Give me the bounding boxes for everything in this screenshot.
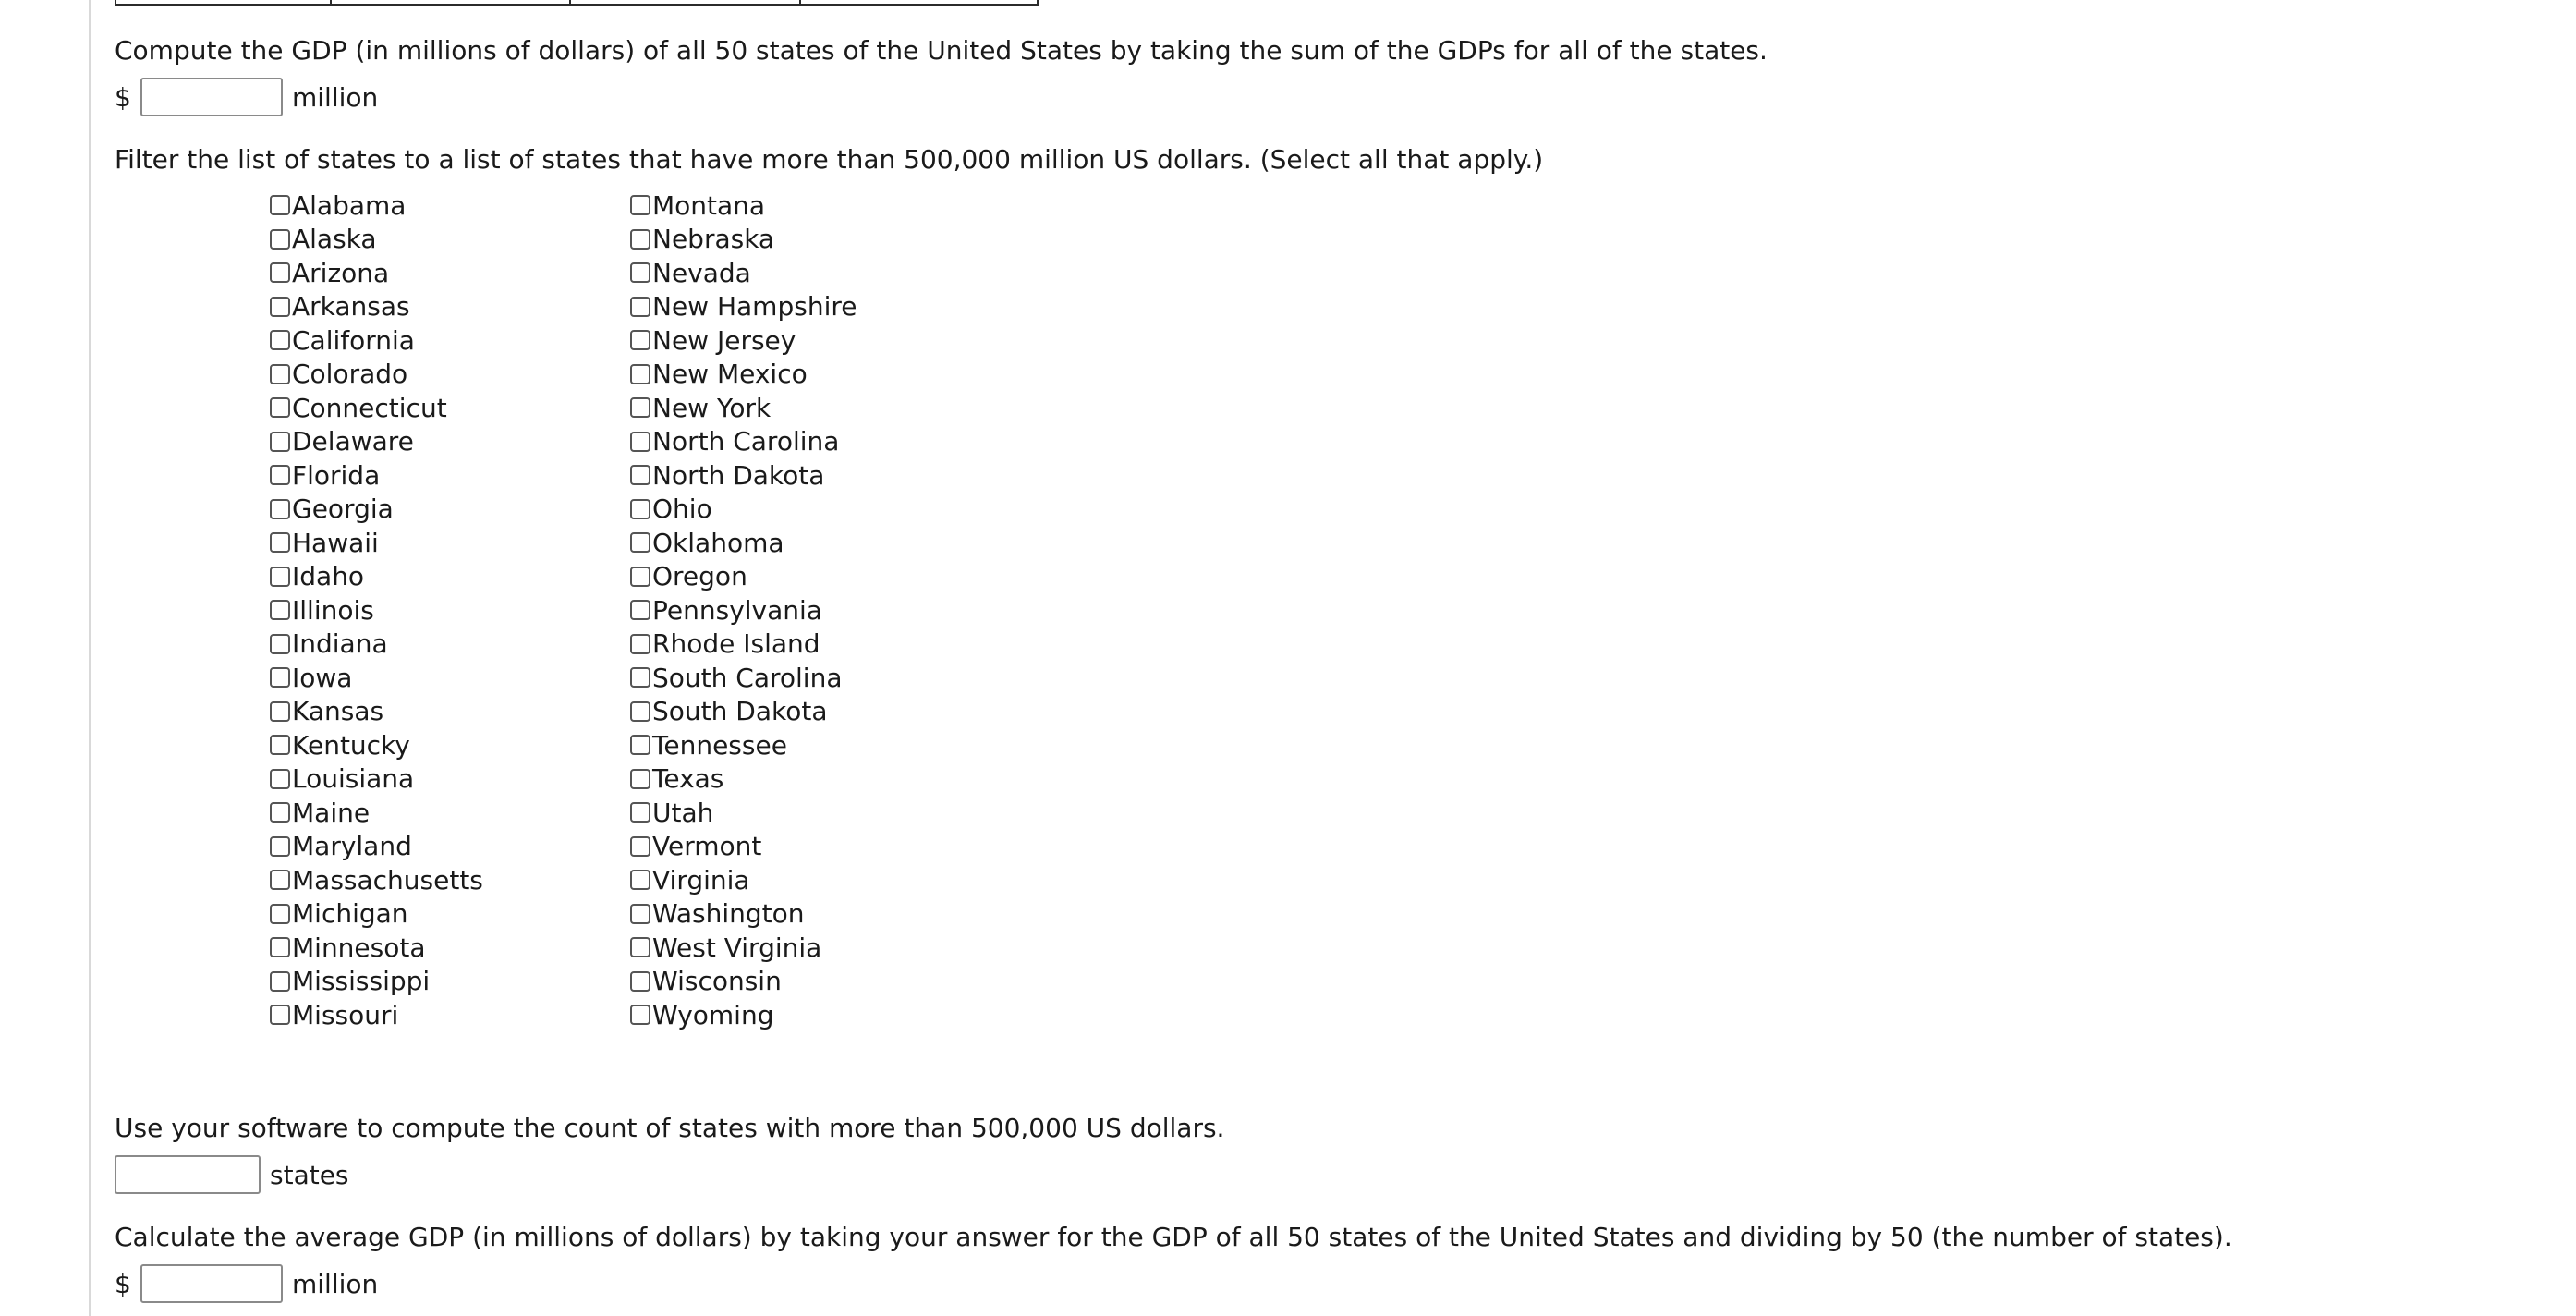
state-checkbox[interactable] bbox=[270, 465, 290, 485]
dollar-sign: $ bbox=[115, 81, 131, 113]
state-label[interactable]: Arkansas bbox=[292, 291, 410, 323]
gdp-sum-answer-row bbox=[115, 78, 378, 116]
state-option[interactable] bbox=[630, 897, 981, 932]
state-option[interactable] bbox=[630, 931, 981, 965]
state-checkbox[interactable] bbox=[270, 634, 290, 654]
state-label[interactable]: Maryland bbox=[292, 831, 412, 862]
state-option[interactable] bbox=[270, 256, 621, 290]
state-checkbox[interactable] bbox=[270, 836, 290, 857]
state-checkbox[interactable] bbox=[270, 701, 290, 722]
state-option[interactable] bbox=[630, 796, 981, 830]
state-option[interactable] bbox=[630, 762, 981, 797]
state-count-input[interactable] bbox=[115, 1155, 261, 1194]
state-checkbox[interactable] bbox=[270, 297, 290, 317]
state-checkbox[interactable] bbox=[630, 971, 650, 992]
state-checkbox[interactable] bbox=[270, 802, 290, 822]
state-checkbox[interactable] bbox=[630, 769, 650, 789]
state-label[interactable]: South Carolina bbox=[652, 662, 843, 693]
state-option[interactable] bbox=[270, 425, 621, 459]
state-checkbox[interactable] bbox=[630, 262, 650, 283]
state-option[interactable] bbox=[270, 695, 621, 729]
state-option[interactable] bbox=[270, 661, 621, 695]
state-label[interactable]: Mississippi bbox=[292, 966, 431, 997]
state-count-answer-row bbox=[115, 1155, 349, 1194]
table-cell bbox=[801, 0, 1037, 4]
state-label[interactable]: New Hampshire bbox=[652, 291, 857, 323]
state-option[interactable] bbox=[270, 391, 621, 425]
state-checkbox[interactable] bbox=[270, 499, 290, 519]
state-checkbox[interactable] bbox=[630, 397, 650, 418]
state-option[interactable] bbox=[630, 560, 981, 594]
state-label[interactable]: Tennessee bbox=[652, 729, 787, 761]
state-option[interactable] bbox=[630, 256, 981, 290]
state-option[interactable] bbox=[630, 628, 981, 662]
state-checkbox[interactable] bbox=[630, 330, 650, 350]
state-option[interactable] bbox=[630, 728, 981, 762]
state-checkbox[interactable] bbox=[270, 971, 290, 992]
state-option[interactable] bbox=[630, 661, 981, 695]
gdp-sum-prompt: Compute the GDP (in millions of dollars) of all 50 states of the United States by taking the sum of the GDPs for all of the states. bbox=[115, 35, 1768, 66]
state-checkbox[interactable] bbox=[270, 904, 290, 924]
state-checkbox[interactable] bbox=[270, 870, 290, 890]
state-label[interactable]: Texas bbox=[652, 763, 724, 795]
state-label[interactable]: Missouri bbox=[292, 999, 399, 1030]
state-checkbox[interactable] bbox=[270, 532, 290, 553]
state-label[interactable]: Illinois bbox=[292, 594, 374, 626]
state-label[interactable]: Connecticut bbox=[292, 392, 447, 423]
state-label[interactable]: Alaska bbox=[292, 224, 377, 255]
state-label[interactable]: Rhode Island bbox=[652, 628, 820, 660]
state-option[interactable] bbox=[270, 560, 621, 594]
state-option[interactable] bbox=[630, 526, 981, 560]
state-label[interactable]: Nevada bbox=[652, 257, 751, 288]
state-label[interactable]: North Carolina bbox=[652, 426, 840, 457]
state-option[interactable] bbox=[270, 863, 621, 897]
average-gdp-answer-row bbox=[115, 1264, 378, 1303]
state-option[interactable] bbox=[630, 863, 981, 897]
state-label[interactable]: Minnesota bbox=[292, 932, 426, 963]
state-checkbox[interactable] bbox=[630, 904, 650, 924]
state-label[interactable]: Delaware bbox=[292, 426, 414, 457]
state-option[interactable] bbox=[270, 628, 621, 662]
state-checkbox[interactable] bbox=[270, 330, 290, 350]
state-option[interactable] bbox=[630, 493, 981, 527]
state-option[interactable] bbox=[270, 493, 621, 527]
state-label[interactable]: Iowa bbox=[292, 662, 353, 693]
state-option[interactable] bbox=[270, 526, 621, 560]
state-label[interactable]: Hawaii bbox=[292, 527, 379, 558]
state-label[interactable]: Kansas bbox=[292, 696, 384, 727]
state-label[interactable]: Wisconsin bbox=[652, 966, 782, 997]
state-label[interactable]: California bbox=[292, 324, 415, 356]
state-count-prompt: Use your software to compute the count of states with more than 500,000 US dollars. bbox=[115, 1113, 1225, 1143]
state-option[interactable] bbox=[630, 323, 981, 358]
state-checkbox[interactable] bbox=[630, 532, 650, 553]
million-unit-label: million bbox=[292, 1268, 379, 1299]
state-option[interactable] bbox=[630, 358, 981, 392]
state-option[interactable] bbox=[270, 290, 621, 324]
state-option[interactable] bbox=[630, 425, 981, 459]
state-option[interactable] bbox=[270, 897, 621, 932]
state-label[interactable]: Georgia bbox=[292, 494, 394, 525]
state-checkbox[interactable] bbox=[630, 836, 650, 857]
state-label[interactable]: Kentucky bbox=[292, 729, 410, 761]
state-checkbox[interactable] bbox=[270, 397, 290, 418]
state-label[interactable]: Massachusetts bbox=[292, 864, 483, 896]
state-option[interactable] bbox=[270, 458, 621, 493]
state-label[interactable]: Ohio bbox=[652, 494, 712, 525]
state-option[interactable] bbox=[630, 189, 981, 223]
state-checkbox[interactable] bbox=[270, 667, 290, 688]
state-checkbox[interactable] bbox=[270, 735, 290, 755]
state-checkbox[interactable] bbox=[630, 465, 650, 485]
state-label[interactable]: Washington bbox=[652, 898, 805, 930]
state-option[interactable] bbox=[630, 593, 981, 628]
state-checkbox[interactable] bbox=[630, 499, 650, 519]
state-checkbox[interactable] bbox=[630, 667, 650, 688]
state-option[interactable] bbox=[270, 762, 621, 797]
state-label[interactable]: Maine bbox=[292, 797, 371, 828]
state-option[interactable] bbox=[630, 998, 981, 1032]
state-label[interactable]: Virginia bbox=[652, 864, 750, 896]
state-label[interactable]: Indiana bbox=[292, 628, 388, 660]
state-checkbox[interactable] bbox=[630, 567, 650, 587]
state-checkbox[interactable] bbox=[630, 364, 650, 384]
state-label[interactable]: North Dakota bbox=[652, 459, 825, 491]
state-checkbox[interactable] bbox=[630, 229, 650, 250]
table-cell bbox=[571, 0, 801, 4]
state-option[interactable] bbox=[630, 290, 981, 324]
state-checkbox[interactable] bbox=[630, 634, 650, 654]
states-checklist-left bbox=[270, 189, 621, 1032]
state-option[interactable] bbox=[270, 931, 621, 965]
state-option[interactable] bbox=[270, 189, 621, 223]
state-label[interactable]: Alabama bbox=[292, 189, 407, 221]
data-table-bottom-edge bbox=[115, 0, 1039, 6]
state-label[interactable]: Oregon bbox=[652, 561, 747, 592]
gdp-sum-input[interactable] bbox=[140, 78, 283, 116]
left-margin-rule bbox=[89, 0, 91, 1316]
state-checkbox[interactable] bbox=[630, 701, 650, 722]
state-label[interactable]: Vermont bbox=[652, 831, 762, 862]
state-checkbox[interactable] bbox=[270, 769, 290, 789]
state-checkbox[interactable] bbox=[270, 567, 290, 587]
state-checkbox[interactable] bbox=[270, 600, 290, 620]
state-checkbox[interactable] bbox=[630, 1005, 650, 1025]
state-option[interactable] bbox=[630, 458, 981, 493]
state-checkbox[interactable] bbox=[270, 432, 290, 452]
states-checklist-right bbox=[630, 189, 981, 1032]
state-option[interactable] bbox=[270, 796, 621, 830]
state-checkbox[interactable] bbox=[630, 297, 650, 317]
state-option[interactable] bbox=[270, 323, 621, 358]
state-checkbox[interactable] bbox=[630, 735, 650, 755]
state-option[interactable] bbox=[630, 965, 981, 999]
dollar-sign: $ bbox=[115, 1268, 131, 1299]
million-unit-label: million bbox=[292, 81, 379, 113]
state-label[interactable]: Michigan bbox=[292, 898, 408, 930]
state-option[interactable] bbox=[270, 728, 621, 762]
state-checkbox[interactable] bbox=[630, 600, 650, 620]
state-checkbox[interactable] bbox=[270, 229, 290, 250]
state-checkbox[interactable] bbox=[270, 364, 290, 384]
state-label[interactable]: Idaho bbox=[292, 561, 365, 592]
state-option[interactable] bbox=[270, 830, 621, 864]
state-label[interactable]: Louisiana bbox=[292, 763, 415, 795]
state-label[interactable]: New York bbox=[652, 392, 772, 423]
state-label[interactable]: Wyoming bbox=[652, 999, 774, 1030]
state-label[interactable]: New Mexico bbox=[652, 359, 808, 390]
state-checkbox[interactable] bbox=[270, 195, 290, 215]
state-label[interactable]: South Dakota bbox=[652, 696, 828, 727]
state-option[interactable] bbox=[270, 593, 621, 628]
state-label[interactable]: Utah bbox=[652, 797, 714, 828]
state-checkbox[interactable] bbox=[630, 870, 650, 890]
state-label[interactable]: Nebraska bbox=[652, 224, 775, 255]
table-cell bbox=[332, 0, 571, 4]
state-checkbox[interactable] bbox=[270, 937, 290, 957]
state-label[interactable]: Montana bbox=[652, 189, 766, 221]
state-option[interactable] bbox=[270, 223, 621, 257]
state-option[interactable] bbox=[270, 998, 621, 1032]
states-unit-label: states bbox=[270, 1159, 349, 1190]
table-cell bbox=[116, 0, 332, 4]
state-checkbox[interactable] bbox=[630, 802, 650, 822]
state-checkbox[interactable] bbox=[630, 432, 650, 452]
average-gdp-input[interactable] bbox=[140, 1264, 283, 1303]
filter-states-prompt: Filter the list of states to a list of states that have more than 500,000 million US dollars. (Select all that apply.) bbox=[115, 144, 1544, 175]
state-label[interactable]: Oklahoma bbox=[652, 527, 784, 558]
state-option[interactable] bbox=[630, 223, 981, 257]
state-label[interactable]: New Jersey bbox=[652, 324, 796, 356]
state-label[interactable]: West Virginia bbox=[652, 932, 822, 963]
state-checkbox[interactable] bbox=[270, 1005, 290, 1025]
state-checkbox[interactable] bbox=[630, 937, 650, 957]
average-gdp-prompt: Calculate the average GDP (in millions of dollars) by taking your answer for the GDP of all 50 states of the United States and dividing by 50 (the number of states). bbox=[115, 1222, 2232, 1252]
state-option[interactable] bbox=[270, 965, 621, 999]
state-option[interactable] bbox=[630, 695, 981, 729]
state-checkbox[interactable] bbox=[630, 195, 650, 215]
state-label[interactable]: Arizona bbox=[292, 257, 390, 288]
state-option[interactable] bbox=[630, 391, 981, 425]
state-checkbox[interactable] bbox=[270, 262, 290, 283]
state-label[interactable]: Florida bbox=[292, 459, 381, 491]
state-option[interactable] bbox=[270, 358, 621, 392]
state-option[interactable] bbox=[630, 830, 981, 864]
state-label[interactable]: Pennsylvania bbox=[652, 594, 822, 626]
state-label[interactable]: Colorado bbox=[292, 359, 408, 390]
